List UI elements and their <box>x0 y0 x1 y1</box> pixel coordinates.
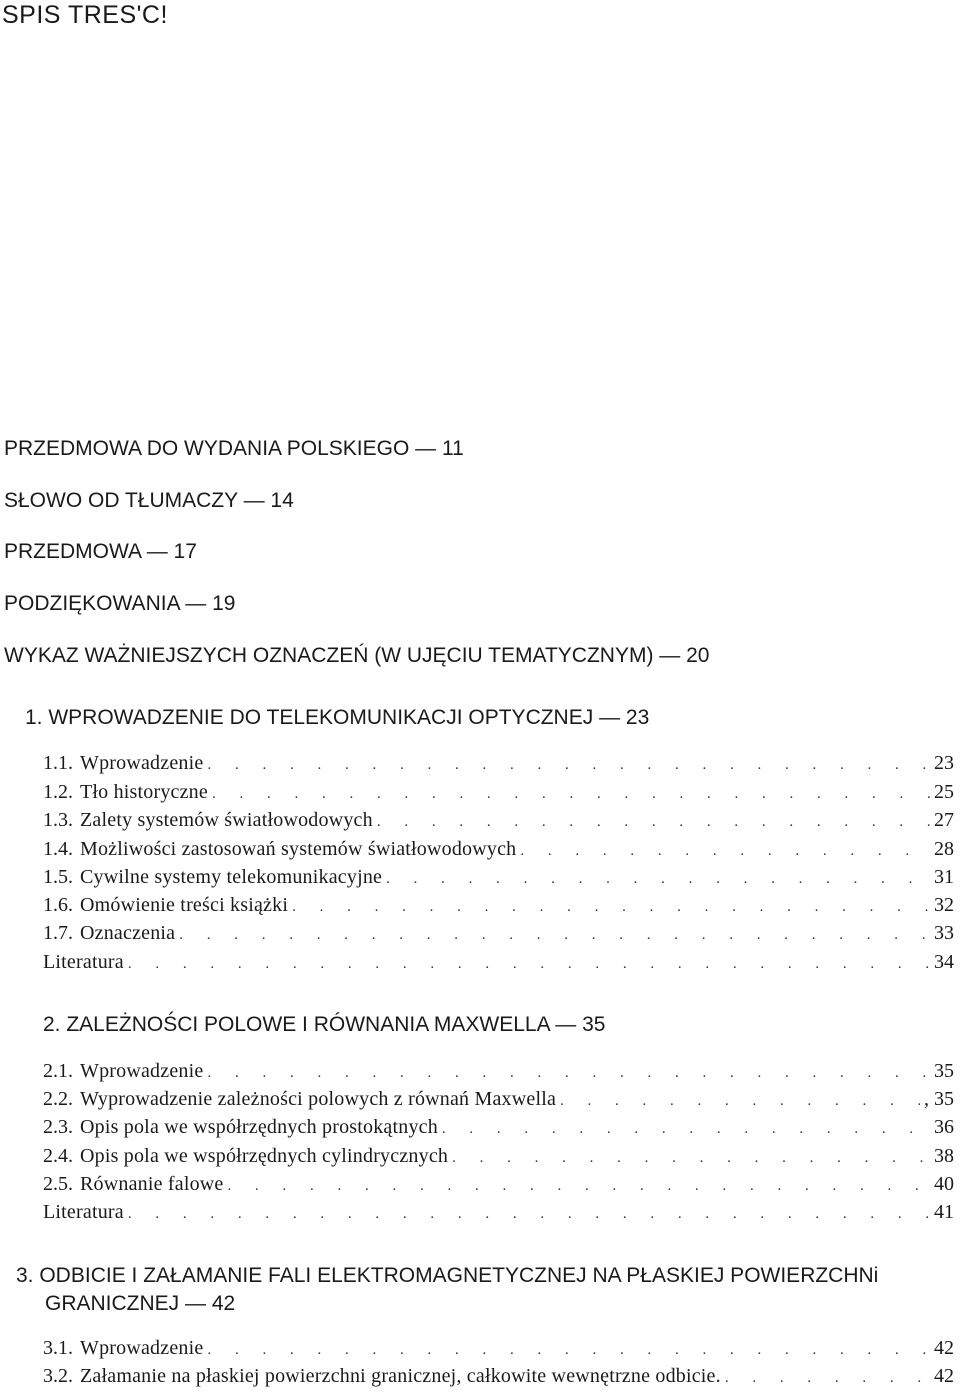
toc-entry <box>43 1058 954 1084</box>
toc-entry-number: 3.2. <box>43 1365 73 1387</box>
toc-entry-title: Oznaczenia <box>80 922 176 944</box>
toc-entry-page: 32 <box>934 894 954 916</box>
dot-leader <box>721 1365 930 1391</box>
toc-entry-page: 36 <box>934 1116 954 1138</box>
dot-leader <box>208 781 930 807</box>
front-matter-item: PRZEDMOWA DO WYDANIA POLSKIEGO — 11 <box>4 437 464 460</box>
chapter-title-continuation: GRANICZNEJ — 42 <box>45 1292 236 1315</box>
dot-leader <box>175 922 930 948</box>
toc-entry-title: Równanie falowe <box>80 1173 224 1195</box>
dot-leader <box>124 1201 930 1227</box>
toc-entry <box>43 750 954 776</box>
dot-leader <box>124 951 930 977</box>
dot-leader <box>373 809 930 835</box>
toc-entry-page: 41 <box>934 1201 954 1223</box>
page-title: SPIS TRES'C! <box>2 1 168 29</box>
toc-entry <box>43 779 954 805</box>
dot-leader <box>556 1088 920 1114</box>
dot-leader <box>203 752 930 778</box>
toc-entry-title: Możliwości zastosowań systemów światłowodowych <box>80 838 517 860</box>
dot-leader <box>288 894 930 920</box>
toc-entry-number: 1.7. <box>43 922 73 944</box>
toc-entry-title: Tło historyczne <box>80 781 208 803</box>
chapter-title: 1. WPROWADZENIE DO TELEKOMUNIKACJI OPTYCZNEJ — 23 <box>25 706 650 729</box>
toc-entry-page: 33 <box>934 922 954 944</box>
toc-entry-number: 2.4. <box>43 1145 73 1167</box>
toc-entry-number: 1.3. <box>43 809 73 831</box>
toc-entry <box>43 864 954 890</box>
toc-entry-page: 28 <box>934 838 954 860</box>
toc-entry <box>43 1143 954 1169</box>
toc-entry-title: Wprowadzenie <box>80 1337 204 1359</box>
front-matter-item: PODZIĘKOWANIA — 19 <box>4 592 236 615</box>
toc-entry-number: 1.5. <box>43 866 73 888</box>
dot-leader <box>448 1145 930 1171</box>
toc-entry-title: Opis pola we współrzędnych prostokątnych <box>80 1116 438 1138</box>
toc-entry-number: 2.5. <box>43 1173 73 1195</box>
toc-entry-page: 25 <box>934 781 954 803</box>
toc-entry-title: Wprowadzenie <box>80 1060 204 1082</box>
toc-entry-page: 38 <box>934 1145 954 1167</box>
chapter-title: 3. ODBICIE I ZAŁAMANIE FALI ELEKTROMAGNETYCZNEJ NA PŁASKIEJ POWIERZCHNi <box>16 1264 879 1287</box>
toc-entry-title: Wyprowadzenie zależności polowych z równań Maxwella <box>80 1088 557 1110</box>
front-matter-item: WYKAZ WAŻNIEJSZYCH OZNACZEŃ (W UJĘCIU TEMATYCZNYM) — 20 <box>4 644 710 667</box>
toc-entry-page: 31 <box>934 866 954 888</box>
dot-leader <box>382 866 930 892</box>
dot-leader <box>438 1116 930 1142</box>
toc-entry-number: 2.2. <box>43 1088 73 1110</box>
toc-entry <box>43 1335 954 1361</box>
toc-entry-page: 27 <box>934 809 954 831</box>
toc-entry <box>43 1199 954 1225</box>
toc-entry-page: 34 <box>934 951 954 973</box>
toc-entry <box>43 949 954 975</box>
front-matter-item: SŁOWO OD TŁUMACZY — 14 <box>4 489 294 512</box>
toc-entry-page: 23 <box>934 752 954 774</box>
toc-entry-title: Cywilne systemy telekomunikacyjne <box>80 866 383 888</box>
toc-entry <box>43 807 954 833</box>
toc-entry-page: , 35 <box>924 1088 954 1110</box>
chapter-title: 2. ZALEŻNOŚCI POLOWE I RÓWNANIA MAXWELLA — 35 <box>43 1013 606 1036</box>
front-matter-item: PRZEDMOWA — 17 <box>4 540 197 563</box>
toc-entry-number: 1.4. <box>43 838 73 860</box>
toc-entry-number: 3.1. <box>43 1337 73 1359</box>
dot-leader <box>203 1060 930 1086</box>
toc-entry-number: 1.2. <box>43 781 73 803</box>
dot-leader <box>224 1173 930 1199</box>
toc-entry <box>43 892 954 918</box>
toc-entry-title: Opis pola we współrzędnych cylindrycznych <box>80 1145 449 1167</box>
toc-entry-number: 2.1. <box>43 1060 73 1082</box>
toc-entry-page: 42 <box>934 1337 954 1359</box>
toc-entry <box>43 920 954 946</box>
toc-entry-title: Omówienie treści książki <box>80 894 289 916</box>
toc-entry-title: Zalety systemów światłowodowych <box>80 809 373 831</box>
toc-entry <box>43 836 954 862</box>
toc-entry-title: Literatura <box>43 951 124 973</box>
toc-entry <box>43 1171 954 1197</box>
toc-entry-title: Załamanie na płaskiej powierzchni granicznej, całkowite wewnętrzne odbicie. <box>80 1365 721 1387</box>
toc-entry-number: 2.3. <box>43 1116 73 1138</box>
toc-entry-title: Wprowadzenie <box>80 752 204 774</box>
toc-entry-title: Literatura <box>43 1201 124 1223</box>
toc-entry-page: 42 <box>934 1365 954 1387</box>
dot-leader <box>203 1337 930 1363</box>
toc-entry <box>43 1363 954 1389</box>
toc-entry-page: 35 <box>934 1060 954 1082</box>
toc-entry <box>43 1114 954 1140</box>
dot-leader <box>516 838 930 864</box>
toc-entry-number: 1.1. <box>43 752 73 774</box>
toc-entry-number: 1.6. <box>43 894 73 916</box>
toc-entry-page: 40 <box>934 1173 954 1195</box>
toc-entry <box>43 1086 954 1112</box>
